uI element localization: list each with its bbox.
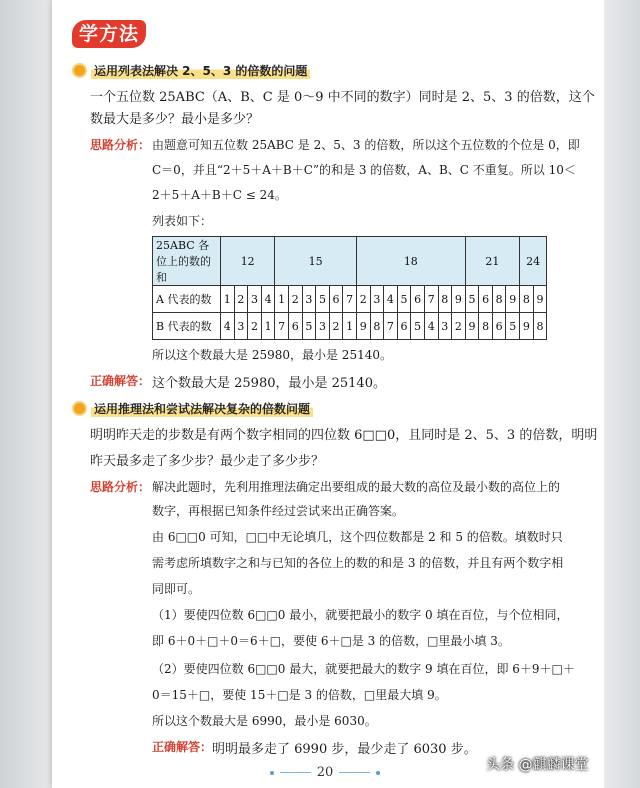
page-number: 20 <box>316 765 334 780</box>
s2-analysis-label: 思路分析： <box>90 480 151 494</box>
table-cell: 9 <box>506 286 520 313</box>
table-cell: 5 <box>316 286 330 313</box>
section2-title: 运用推理法和尝试法解决复杂的倍数问题 <box>91 400 313 417</box>
section2-heading <box>72 398 313 418</box>
sum-group-21: 21 <box>465 237 519 286</box>
section1-title: 运用列表法解决 2、5、3 的倍数的问题 <box>91 62 310 79</box>
page-edge-right <box>604 0 640 788</box>
table-cell: 3 <box>248 286 262 313</box>
table-cell: 6 <box>329 286 343 313</box>
table-header-row <box>153 237 547 286</box>
s1-analysis-line3: 2＋5＋A＋B＋C ≤ 24。 <box>152 188 287 202</box>
bullet-icon <box>72 63 87 78</box>
table-cell: 1 <box>261 313 275 340</box>
table-cell: 7 <box>275 313 289 340</box>
table-cell: 1 <box>275 286 289 313</box>
table-cell: 5 <box>465 286 479 313</box>
footer-line-left <box>280 772 311 773</box>
table-cell: 8 <box>520 286 534 313</box>
table-cell: 5 <box>411 313 425 340</box>
sum-group-24: 24 <box>520 237 547 286</box>
table-cell: 2 <box>248 313 262 340</box>
s2-problem-line2: 昨天最多走了多少步？最少走了多少步？ <box>90 454 325 469</box>
table-cell: 2 <box>452 313 466 340</box>
section1-heading <box>72 60 310 80</box>
footer-line-right <box>339 772 370 773</box>
table-cell: 3 <box>234 313 248 340</box>
table-cell: 2 <box>356 286 370 313</box>
table-cell: 6 <box>411 286 425 313</box>
s2-analysis-line4: 需考虑所填数字之和与已知的各位上的数的和是 3 的倍数，并且有两个数字相 <box>152 556 564 570</box>
table-cell: 3 <box>316 313 330 340</box>
sum-group-18: 18 <box>356 237 465 286</box>
page-shadow-left <box>0 0 52 788</box>
s2-analysis-line7: 即 6＋0＋□＋0＝6＋□，要使 6＋□是 3 的倍数，□里最小填 3。 <box>152 634 510 648</box>
table-cell: 9 <box>533 286 547 313</box>
s2-analysis-line2: 数字，再根据已知条件经过尝试来出正确答案。 <box>152 504 405 518</box>
footer-dot-left <box>270 771 274 775</box>
table-cell: 7 <box>384 313 398 340</box>
sum-table <box>152 236 547 340</box>
table-cell: 7 <box>343 286 357 313</box>
table-cell: 3 <box>370 286 384 313</box>
table-cell: 2 <box>329 313 343 340</box>
table-cell: 5 <box>302 313 316 340</box>
table-cell: 1 <box>221 286 235 313</box>
table-cell: 6 <box>397 313 411 340</box>
table-cell: 9 <box>356 313 370 340</box>
table-cell: 6 <box>288 313 302 340</box>
table-cell: 6 <box>492 313 506 340</box>
s1-analysis-line1: 由题意可知五位数 25ABC 是 2、5、3 的倍数，所以这个五位数的个位是 0，即 <box>152 138 580 152</box>
table-header-label: 25ABC 各位上的数的和 <box>153 237 221 286</box>
s1-answer-label: 正确解答： <box>90 374 151 388</box>
page-footer <box>270 765 380 780</box>
table-row-b <box>153 313 547 340</box>
s2-problem-line1: 明明昨天走的步数是有两个数字相同的四位数 6□□0，且同时是 2、5、3 的倍数，明明 <box>90 428 598 443</box>
table-cell: 8 <box>479 313 493 340</box>
s2-answer-label: 正确解答： <box>152 740 213 754</box>
table-cell: 8 <box>492 286 506 313</box>
sum-group-15: 15 <box>275 237 357 286</box>
s1-answer: 这个数最大是 25980，最小是 25140。 <box>152 376 386 391</box>
table-row-a <box>153 286 547 313</box>
table-cell: 5 <box>506 313 520 340</box>
table-cell: 3 <box>302 286 316 313</box>
table-cell: 5 <box>397 286 411 313</box>
footer-dot-right <box>376 771 380 775</box>
table-cell: 8 <box>533 313 547 340</box>
sum-group-12: 12 <box>221 237 275 286</box>
table-cell: 3 <box>438 313 452 340</box>
table-cell: 4 <box>221 313 235 340</box>
section-badge: 学方法 <box>72 20 146 48</box>
table-cell: 9 <box>520 313 534 340</box>
table-cell: 9 <box>465 313 479 340</box>
s2-analysis-line9: 0＝15＋□，要使 15＋□是 3 的倍数，□里最大填 9。 <box>152 688 447 702</box>
s2-analysis-line5: 同即可。 <box>152 582 201 596</box>
table-cell: 6 <box>479 286 493 313</box>
table-cell: 8 <box>438 286 452 313</box>
table-cell: 1 <box>343 313 357 340</box>
s1-analysis-label: 思路分析： <box>90 138 151 152</box>
s2-analysis-line3: 由 6□□0 可知，□□中无论填几，这个四位数都是 2 和 5 的倍数。填数时只 <box>152 530 563 544</box>
s2-analysis-line1: 解决此题时，先利用推理法确定出要组成的最大数的高位及最小数的高位上的 <box>152 480 561 494</box>
table-cell: 8 <box>370 313 384 340</box>
table-cell: 7 <box>424 286 438 313</box>
s1-problem-line2: 数最大是多少？最小是多少？ <box>90 112 260 127</box>
bullet-icon <box>72 401 87 416</box>
table-cell: 4 <box>261 286 275 313</box>
table-cell: 4 <box>424 313 438 340</box>
watermark: 头条 @麒麟课堂 <box>486 757 589 773</box>
row-b-label: B 代表的数 <box>153 313 221 340</box>
s1-analysis-line2: C＝0，并且“2＋5＋A＋B＋C”的和是 3 的倍数，A、B、C 不重复。所以 10＜ <box>152 163 576 177</box>
s2-analysis-line6: （1）要使四位数 6□□0 最小，就要把最小的数字 0 填在百位，与个位相同， <box>152 608 569 622</box>
table-cell: 4 <box>384 286 398 313</box>
table-cell: 2 <box>288 286 302 313</box>
s2-analysis-line10: 所以这个数最大是 6990，最小是 6030。 <box>152 714 377 728</box>
s1-conclusion: 所以这个数最大是 25980，最小是 25140。 <box>152 348 392 362</box>
row-a-label: A 代表的数 <box>153 286 221 313</box>
s1-table-intro: 列表如下： <box>152 214 213 228</box>
table-cell: 2 <box>234 286 248 313</box>
table-cell: 9 <box>452 286 466 313</box>
s2-answer: 明明最多走了 6990 步，最少走了 6030 步。 <box>212 742 477 757</box>
s1-problem-line1: 一个五位数 25ABC（A、B、C 是 0～9 中不同的数字）同时是 2、5、3 的倍数，这个 <box>90 90 595 105</box>
s2-analysis-line8: （2）要使四位数 6□□0 最大，就要把最大的数字 9 填在百位，即 6＋9＋□＋ <box>152 662 575 676</box>
